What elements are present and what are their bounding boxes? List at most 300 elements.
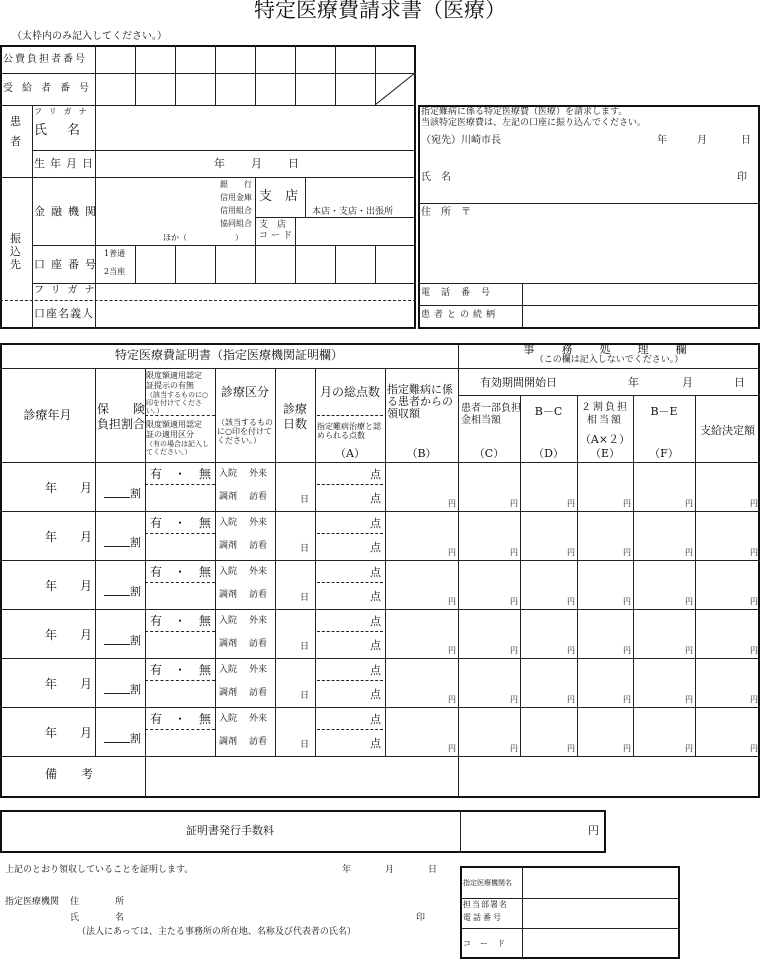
rule (215, 368, 216, 756)
dashed-rule (317, 533, 383, 534)
total-points-field[interactable] (316, 463, 384, 484)
days-field[interactable] (276, 610, 314, 657)
inst-name-label: 指定医療機関名 (463, 879, 512, 887)
row-yen-unit: 円 (510, 646, 518, 655)
insurance-ratio-field[interactable] (96, 463, 144, 510)
header-be-code: （F） (649, 447, 679, 460)
row-yen-unit: 円 (510, 744, 518, 753)
header-category: 診療区分 (220, 385, 269, 399)
row-dispensing: 調剤 (219, 639, 238, 649)
row-outpatient: 外来 (249, 518, 268, 528)
dashed-rule (145, 582, 215, 583)
certificate-title: 特定医療費証明書（指定医療機関証明欄） (114, 348, 343, 362)
addressee: （宛先）川崎市長 (421, 135, 501, 146)
insurance-ratio-field[interactable] (96, 512, 144, 559)
birth-day-unit: 日 (288, 157, 299, 170)
dashed-rule (317, 484, 383, 485)
row-visit: 訪看 (249, 639, 268, 649)
row-point-unit: 点 (370, 517, 381, 530)
row-dispensing: 調剤 (219, 737, 238, 747)
row-limit-yes: 有 (150, 516, 163, 530)
relation-field[interactable] (523, 306, 758, 326)
dashed-rule (145, 729, 215, 730)
account-furigana-field[interactable] (96, 284, 414, 299)
bank-type-shinkin: 信用金庫 (220, 193, 252, 202)
row-yen-unit: 円 (750, 597, 758, 606)
limit-category-field[interactable] (146, 633, 214, 657)
row-limit-yes: 有 (150, 614, 163, 628)
limit-category-field[interactable] (146, 731, 214, 755)
row-yen-unit: 円 (685, 597, 693, 606)
row-month-unit: 月 (80, 726, 93, 740)
header-limit-top-2: 証提示の有無 (146, 381, 194, 390)
row-year-unit: 年 (45, 579, 58, 593)
row-inpatient: 入院 (219, 714, 238, 724)
row-limit-dot: ・ (174, 467, 187, 481)
branch-code-label-2: コード (259, 231, 296, 241)
bank-type-credit-union: 信用組合 (220, 206, 252, 215)
public-payer-digit[interactable] (336, 46, 374, 72)
row-point-unit-2: 点 (370, 639, 381, 652)
recipient-digit[interactable] (136, 74, 174, 104)
row-limit-no: 無 (199, 516, 212, 530)
dashed-rule (317, 415, 383, 416)
row-dispensing: 調剤 (219, 590, 238, 600)
public-payer-digit[interactable] (296, 46, 334, 72)
branch-code-field[interactable] (256, 218, 294, 244)
dashed-rule (317, 680, 383, 681)
code-label: コード (463, 939, 514, 948)
recipient-no-label: 受給者番号 (3, 83, 98, 94)
rule (32, 328, 416, 329)
account-holder-field[interactable] (96, 301, 414, 327)
valid-start-label: 有効期間開始日 (480, 376, 557, 389)
account-type-ordinary: 1普通 (104, 249, 126, 258)
institution-seal: 印 (416, 913, 426, 923)
account-digit[interactable] (216, 246, 254, 282)
institution-label: 指定医療機関 (5, 897, 60, 907)
total-points-field[interactable] (316, 708, 384, 729)
rule (458, 368, 760, 369)
birthdate-label: 生年月日 (34, 157, 98, 170)
header-limit-bottom-1: 限度額適用認定 (146, 420, 202, 429)
row-yen-unit: 円 (685, 646, 693, 655)
row-inpatient: 入院 (219, 665, 238, 675)
header-bc: B－C (534, 405, 563, 418)
relation-label: 患者との続柄 (421, 310, 500, 320)
birth-year-unit: 年 (214, 157, 225, 170)
rule (0, 177, 32, 178)
row-yen-unit: 円 (510, 548, 518, 557)
row-inpatient: 入院 (219, 518, 238, 528)
row-yen-unit: 円 (567, 597, 575, 606)
limit-category-field[interactable] (146, 682, 214, 706)
approved-points-field[interactable] (316, 731, 384, 755)
institution-name-label: 氏 名 (70, 913, 125, 923)
row-limit-dot: ・ (174, 712, 187, 726)
inst-name-field[interactable] (523, 867, 679, 897)
header-insurance-1: 保 険 (97, 402, 146, 416)
total-points-field[interactable] (316, 561, 384, 582)
header-twenty: ２割負担相当額 (581, 402, 629, 426)
row-limit-dot: ・ (174, 516, 187, 530)
row-limit-no: 無 (199, 712, 212, 726)
valid-year-unit: 年 (628, 376, 639, 389)
patient-label: 患者 (10, 115, 21, 148)
row-yen-unit: 円 (510, 499, 518, 508)
dashed-rule (145, 415, 215, 416)
row-yen-unit: 円 (685, 499, 693, 508)
row-ratio-unit: 割 (130, 487, 141, 500)
request-month-unit: 月 (697, 135, 707, 146)
dashed-rule (145, 484, 215, 485)
bank-type-bank: 銀 行 (220, 180, 252, 189)
row-year-unit: 年 (45, 628, 58, 642)
received-amount-field[interactable] (386, 610, 457, 657)
row-yen-unit: 円 (750, 499, 758, 508)
approved-points-field[interactable] (316, 535, 384, 559)
total-points-field[interactable] (316, 512, 384, 533)
row-day-unit: 日 (300, 642, 310, 652)
attest-day-unit: 日 (428, 865, 438, 875)
row-ratio-unit: 割 (130, 585, 141, 598)
total-points-field[interactable] (316, 610, 384, 631)
public-payer-digit[interactable] (216, 46, 254, 72)
row-yen-unit: 円 (750, 646, 758, 655)
account-furigana-label: フリガナ (34, 285, 102, 296)
row-year-unit: 年 (45, 677, 58, 691)
row-outpatient: 外来 (249, 567, 268, 577)
account-digit[interactable] (296, 246, 334, 282)
dashed-rule (145, 680, 215, 681)
row-ratio-unit: 割 (130, 536, 141, 549)
row-day-unit: 日 (300, 495, 310, 505)
row-dispensing: 調剤 (219, 688, 238, 698)
received-amount-field[interactable] (386, 561, 457, 608)
dashed-rule (317, 582, 383, 583)
address-label: 住 所 〒 (421, 207, 471, 218)
fee-unit: 円 (588, 824, 599, 837)
row-yen-unit: 円 (750, 548, 758, 557)
fee-field[interactable] (461, 811, 581, 851)
limit-category-field[interactable] (146, 584, 214, 608)
row-ratio-unit: 割 (130, 732, 141, 745)
days-field[interactable] (276, 708, 314, 755)
rule (695, 395, 696, 756)
account-digit[interactable] (256, 246, 294, 282)
approved-points-field[interactable] (316, 584, 384, 608)
requester-seal: 印 (737, 172, 747, 183)
rule (295, 217, 296, 245)
recipient-digit[interactable] (176, 74, 214, 104)
header-month: 診療年月 (23, 408, 72, 422)
row-yen-unit: 円 (623, 695, 631, 704)
row-yen-unit: 円 (448, 695, 456, 704)
row-yen-unit: 円 (567, 499, 575, 508)
row-inpatient: 入院 (219, 567, 238, 577)
header-points-code: （A） (335, 447, 365, 460)
header-points-note: 指定難病治療と認められる点数 (317, 422, 381, 441)
row-month-unit: 月 (80, 481, 93, 495)
code-field[interactable] (523, 929, 679, 957)
row-limit-no: 無 (199, 663, 212, 677)
row-year-unit: 年 (45, 726, 58, 740)
recipient-digit[interactable] (216, 74, 254, 104)
row-month-unit: 月 (80, 628, 93, 642)
insurance-ratio-field[interactable] (96, 610, 144, 657)
row-yen-unit: 円 (510, 597, 518, 606)
phone-label: 電話番号 (421, 288, 502, 298)
row-yen-unit: 円 (623, 597, 631, 606)
account-digit[interactable] (136, 246, 174, 282)
bank-type-other: ほか（ ） (163, 233, 243, 242)
account-holder-label: 口座名義人 (34, 307, 94, 320)
office-note: （この欄は記入しないでください。） (534, 355, 684, 365)
recipient-digit[interactable] (336, 74, 374, 104)
limit-category-field[interactable] (146, 535, 214, 559)
row-limit-yes: 有 (150, 467, 163, 481)
days-field[interactable] (276, 512, 314, 559)
row-visit: 訪看 (249, 492, 268, 502)
row-month-unit: 月 (80, 579, 93, 593)
rule (458, 395, 760, 396)
header-received: 指定難病に係る患者からの領収額 (387, 383, 453, 421)
row-limit-dot: ・ (174, 614, 187, 628)
remarks-label: 備 考 (45, 767, 94, 781)
insurance-ratio-field[interactable] (96, 708, 144, 755)
rule (32, 177, 416, 178)
transfer-label: 振込先 (10, 232, 21, 271)
bank-name-field[interactable] (96, 178, 200, 244)
rule (305, 177, 306, 217)
rule (32, 150, 416, 151)
attest-year-unit: 年 (342, 865, 352, 875)
request-day-unit: 日 (741, 135, 751, 146)
header-bc-code: （D） (533, 447, 564, 460)
recipient-digit[interactable] (296, 74, 334, 104)
institution-note: （法人にあっては、主たる事務所の所在地、名称及び代表者の氏名） (77, 927, 356, 937)
row-year-unit: 年 (45, 481, 58, 495)
row-yen-unit: 円 (685, 548, 693, 557)
row-outpatient: 外来 (249, 616, 268, 626)
limit-category-field[interactable] (146, 486, 214, 510)
row-limit-yes: 有 (150, 712, 163, 726)
row-point-unit-2: 点 (370, 737, 381, 750)
public-payer-digit[interactable] (176, 46, 214, 72)
header-limit-top-note: （該当するものに○印を付けてください。） (146, 391, 209, 416)
row-visit: 訪看 (249, 688, 268, 698)
row-limit-no: 無 (199, 565, 212, 579)
row-limit-yes: 有 (150, 565, 163, 579)
header-limit-top-1: 限度額適用認定 (146, 371, 202, 380)
row-point-unit-2: 点 (370, 688, 381, 701)
row-yen-unit: 円 (448, 597, 456, 606)
furigana-label: フリガナ (34, 107, 94, 116)
row-yen-unit: 円 (685, 744, 693, 753)
row-yen-unit: 円 (685, 695, 693, 704)
row-outpatient: 外来 (249, 665, 268, 675)
account-no-label: 口座番号 (34, 258, 102, 271)
account-digit[interactable] (336, 246, 374, 282)
account-digit[interactable] (376, 246, 414, 282)
dashed-rule (145, 533, 215, 534)
attest-month-unit: 月 (385, 865, 395, 875)
header-points: 月の総点数 (319, 385, 380, 399)
row-inpatient: 入院 (219, 469, 238, 479)
bank-label: 金融機関 (34, 205, 102, 218)
page-title: 特定医療費請求書（医療） (254, 0, 506, 22)
row-limit-no: 無 (199, 614, 212, 628)
phone-field[interactable] (523, 284, 758, 304)
account-digit[interactable] (176, 246, 214, 282)
received-amount-field[interactable] (386, 512, 457, 559)
dept-phone-field[interactable] (523, 899, 679, 927)
public-payer-no-label: 公費負担者番号 (3, 54, 87, 65)
row-day-unit: 日 (300, 544, 310, 554)
fee-label: 証明書発行手数料 (186, 824, 274, 837)
row-yen-unit: 円 (448, 646, 456, 655)
rule (0, 105, 32, 106)
row-day-unit: 日 (300, 740, 310, 750)
header-twenty-code: （E） (589, 447, 621, 460)
row-inpatient: 入院 (219, 616, 238, 626)
row-visit: 訪看 (249, 737, 268, 747)
row-limit-no: 無 (199, 467, 212, 481)
attestation-statement: 上記のとおり領収していることを証明します。 (5, 865, 194, 875)
row-yen-unit: 円 (567, 548, 575, 557)
row-yen-unit: 円 (750, 744, 758, 753)
row-point-unit: 点 (370, 664, 381, 677)
row-yen-unit: 円 (750, 695, 758, 704)
days-field[interactable] (276, 561, 314, 608)
public-payer-digit[interactable] (256, 46, 294, 72)
row-yen-unit: 円 (623, 499, 631, 508)
patient-name-field[interactable] (96, 106, 414, 149)
row-yen-unit: 円 (567, 646, 575, 655)
row-dispensing: 調剤 (219, 492, 238, 502)
recipient-digit[interactable] (256, 74, 294, 104)
approved-points-field[interactable] (316, 682, 384, 706)
row-point-unit-2: 点 (370, 541, 381, 554)
row-visit: 訪看 (249, 590, 268, 600)
row-yen-unit: 円 (623, 548, 631, 557)
birth-month-unit: 月 (251, 157, 262, 170)
row-limit-dot: ・ (174, 663, 187, 677)
row-yen-unit: 円 (623, 744, 631, 753)
received-amount-field[interactable] (386, 659, 457, 706)
row-visit: 訪看 (249, 541, 268, 551)
row-point-unit: 点 (370, 615, 381, 628)
row-year-unit: 年 (45, 530, 58, 544)
insurance-ratio-field[interactable] (96, 561, 144, 608)
header-limit-bottom-note: （有の場合は記入してください。） (146, 440, 209, 457)
header-limit-bottom-2: 証の適用区分 (146, 430, 194, 439)
remarks-field[interactable] (146, 757, 759, 796)
row-point-unit-2: 点 (370, 590, 381, 603)
branch-label: 支 店 (259, 189, 299, 204)
row-yen-unit: 円 (567, 695, 575, 704)
public-payer-digit[interactable] (96, 46, 134, 72)
row-day-unit: 日 (300, 593, 310, 603)
valid-month-unit: 月 (682, 376, 693, 389)
header-days-2: 日数 (282, 417, 307, 431)
header-insurance-2: 負担割合 (97, 417, 146, 431)
row-point-unit: 点 (370, 713, 381, 726)
days-field[interactable] (276, 659, 314, 706)
insurance-ratio-field[interactable] (96, 659, 144, 706)
row-yen-unit: 円 (448, 744, 456, 753)
row-dispensing: 調剤 (219, 541, 238, 551)
row-point-unit-2: 点 (370, 492, 381, 505)
total-points-field[interactable] (316, 659, 384, 680)
row-month-unit: 月 (80, 530, 93, 544)
header-twenty-formula: （A×２） (579, 433, 631, 446)
branch-types: 本店・支店・出張所 (312, 207, 394, 217)
recipient-digit[interactable] (376, 74, 414, 104)
request-line-1: 指定難病に係る特定医療費（医療）を請求します。 (421, 107, 628, 117)
office-title: 事 務 処 理 欄 (523, 343, 695, 356)
request-year-unit: 年 (657, 135, 667, 146)
row-point-unit: 点 (370, 566, 381, 579)
dashed-rule (317, 729, 383, 730)
row-outpatient: 外来 (249, 714, 268, 724)
row-yen-unit: 円 (448, 499, 456, 508)
public-payer-digit[interactable] (136, 46, 174, 72)
header-copay: 患者一部負担金相当額 (461, 403, 521, 426)
bank-type-cooperative: 協同組合 (220, 219, 252, 228)
recipient-digit[interactable] (96, 74, 134, 104)
header-category-note: （該当するものに○印を付けてください。） (217, 418, 273, 446)
name-label: 氏名 (34, 123, 101, 138)
rule (0, 368, 458, 369)
dashed-rule (317, 631, 383, 632)
instruction-note: （太枠内のみ記入してください。） (12, 31, 167, 42)
institution-address-label: 住 所 (70, 897, 125, 907)
row-yen-unit: 円 (510, 695, 518, 704)
header-be: B－E (650, 405, 678, 418)
valid-day-unit: 日 (734, 376, 745, 389)
received-amount-field[interactable] (386, 708, 457, 755)
approved-points-field[interactable] (316, 486, 384, 510)
header-received-code: （B） (406, 447, 437, 460)
approved-points-field[interactable] (316, 633, 384, 657)
account-type-current: 2当座 (104, 267, 126, 276)
request-line-2: 当該特定医療費は、左記の口座に振り込んでください。 (421, 118, 647, 128)
dept-label: 担当部署名 (463, 900, 508, 909)
row-yen-unit: 円 (448, 548, 456, 557)
received-amount-field[interactable] (386, 463, 457, 510)
row-month-unit: 月 (80, 677, 93, 691)
header-copay-code: （C） (473, 447, 505, 460)
row-limit-yes: 有 (150, 663, 163, 677)
public-payer-digit[interactable] (376, 46, 414, 72)
row-point-unit: 点 (370, 468, 381, 481)
requester-name-label: 氏 名 (421, 172, 451, 183)
header-days-1: 診療 (282, 402, 307, 416)
header-decided: 支給決定額 (700, 424, 755, 437)
row-day-unit: 日 (300, 691, 310, 701)
row-limit-dot: ・ (174, 565, 187, 579)
inst-phone-label: 電話番号 (463, 913, 503, 922)
row-ratio-unit: 割 (130, 683, 141, 696)
rule (418, 203, 760, 204)
dashed-rule (145, 631, 215, 632)
rule (32, 105, 33, 328)
branch-code-label: 支 店 (259, 220, 287, 230)
days-field[interactable] (276, 463, 314, 510)
row-outpatient: 外来 (249, 469, 268, 479)
row-yen-unit: 円 (623, 646, 631, 655)
